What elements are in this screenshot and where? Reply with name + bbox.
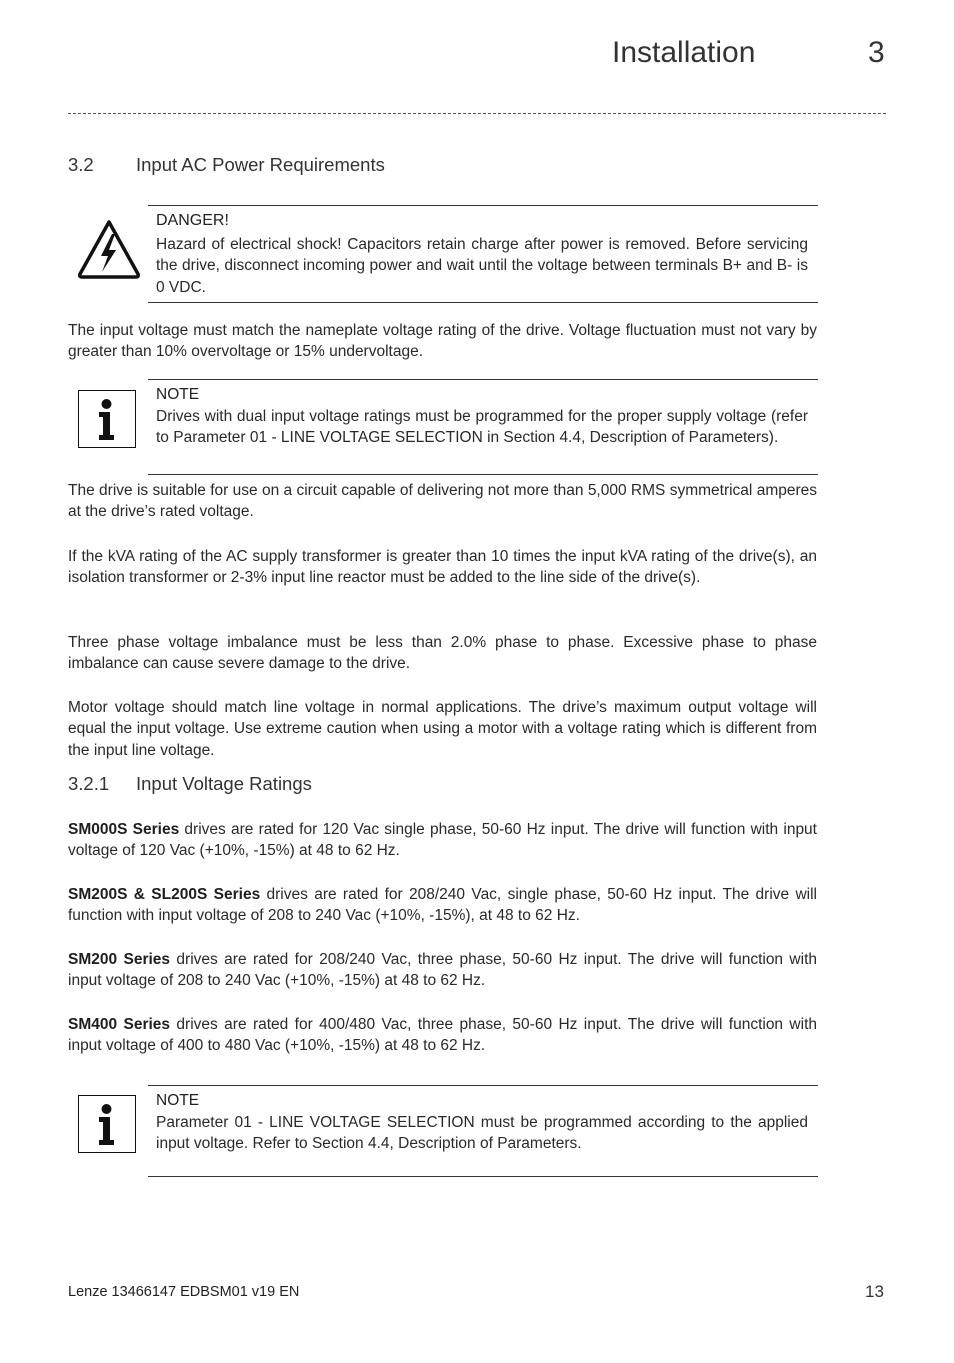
- rating-text: drives are rated for 208/240 Vac, three phase, 50-60 Hz input. The drive will function with input voltage of 208 to 240 Vac (+10%, -15%) at 48 to 62 Hz.: [68, 951, 818, 990]
- note2-top-rule: [148, 1085, 818, 1086]
- info-icon: [78, 1095, 136, 1153]
- section-heading: [68, 154, 568, 178]
- section-title: Input AC Power Requirements: [136, 154, 385, 175]
- note2-text: Parameter 01 - LINE VOLTAGE SELECTION must be programmed according to the applied input voltage. Refer to Section 4.4, Description of Parameters.: [156, 1114, 808, 1153]
- series-name: SM400 Series: [68, 1016, 171, 1033]
- danger-title: DANGER!: [156, 212, 229, 229]
- series-name: SM200S & SL200S Series: [68, 886, 261, 903]
- note2-title: NOTE: [156, 1092, 200, 1109]
- paragraph-motor-voltage: Motor voltage should match line voltage in normal applications. The drive’s maximum output voltage will equal the input voltage. Use extreme caution when using a motor with a voltage rating which is different from the input line voltage.: [68, 699, 817, 759]
- rating-paragraph: [68, 1014, 817, 1057]
- series-name: SM200 Series: [68, 951, 171, 968]
- rating-paragraph: [68, 884, 817, 927]
- info-icon: [78, 390, 136, 448]
- note1-top-rule: [148, 379, 818, 380]
- rating-text: drives are rated for 400/480 Vac, three phase, 50-60 Hz input. The drive will function with input voltage of 400 to 480 Vac (+10%, -15%) at 48 to 62 Hz.: [68, 1016, 818, 1055]
- series-name: SM000S Series: [68, 821, 180, 838]
- page-number: 13: [865, 1282, 884, 1301]
- note1-bottom-rule: [148, 474, 818, 475]
- danger-text: Hazard of electrical shock! Capacitors retain charge after power is removed. Before servicing the drive, disconnect incoming power and wait until the voltage between terminals B+ and B- is 0 VDC.: [156, 236, 808, 296]
- paragraph-voltage-match: The input voltage must match the nameplate voltage rating of the drive. Voltage fluctuation must not vary by greater than 10% overvoltage or 15% undervoltage.: [68, 322, 817, 361]
- rating-paragraph: [68, 949, 817, 992]
- footer-document-id: Lenze 13466147 EDBSM01 v19 EN: [68, 1284, 300, 1300]
- paragraph-kva-rating: If the kVA rating of the AC supply transformer is greater than 10 times the input kVA rating of the drive(s), an isolation transformer or 2-3% input line reactor must be added to the line side of the drive(s).: [68, 548, 817, 587]
- paragraph-imbalance: Three phase voltage imbalance must be less than 2.0% phase to phase. Excessive phase to phase imbalance can cause severe damage to the drive.: [68, 634, 817, 673]
- chapter-number: 3: [868, 36, 885, 69]
- header-divider: [68, 113, 886, 114]
- rating-text: drives are rated for 208/240 Vac, single phase, 50-60 Hz input. The drive will function with input voltage of 208 to 240 Vac (+10%, -15%), at 48 to 62 Hz.: [68, 886, 817, 925]
- danger-bottom-rule: [148, 302, 818, 303]
- note1-text: Drives with dual input voltage ratings must be programmed for the proper supply voltage (refer to Parameter 01 - LINE VOLTAGE SELECTION in Section 4.4, Description of Parameters).: [156, 408, 808, 447]
- note2-bottom-rule: [148, 1176, 818, 1177]
- danger-top-rule: [148, 205, 818, 206]
- page-header-title: Installation: [612, 36, 756, 69]
- subsection-number: 3.2.1: [68, 773, 110, 794]
- electrical-hazard-icon: [76, 218, 142, 280]
- rating-paragraph: [68, 819, 817, 862]
- subsection-title: Input Voltage Ratings: [136, 773, 312, 794]
- rating-text: drives are rated for 120 Vac single phase, 50-60 Hz input. The drive will function with input voltage of 120 Vac (+10%, -15%) at 48 to 62 Hz.: [68, 821, 817, 860]
- section-number: 3.2: [68, 154, 94, 175]
- paragraph-rms-rating: The drive is suitable for use on a circuit capable of delivering not more than 5,000 RMS symmetrical amperes at the drive’s rated voltage.: [68, 482, 817, 521]
- subsection-heading: [68, 773, 568, 797]
- note1-title: NOTE: [156, 386, 200, 403]
